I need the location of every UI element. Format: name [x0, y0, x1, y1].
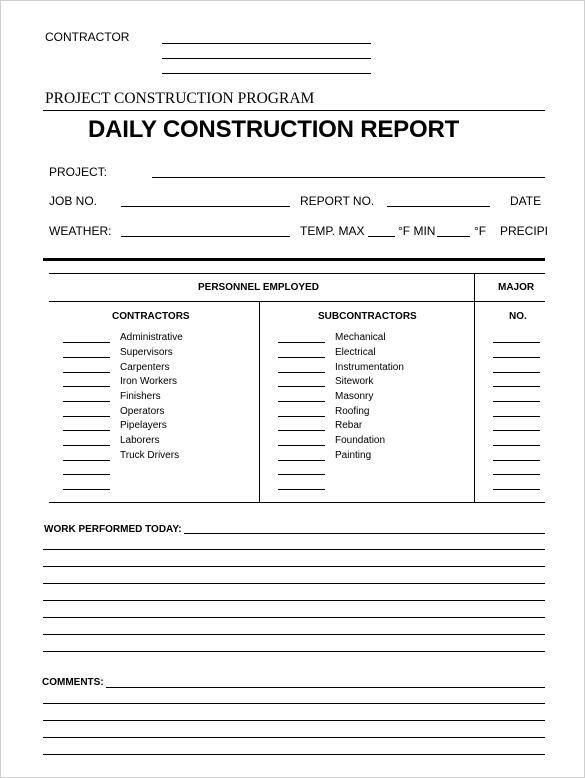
work-line[interactable]: [43, 617, 545, 618]
contractor-line-2[interactable]: [162, 58, 371, 59]
no-heading: NO.: [509, 311, 527, 322]
count-field[interactable]: [278, 342, 325, 343]
count-field[interactable]: [278, 401, 325, 402]
work-line[interactable]: [43, 549, 545, 550]
count-field[interactable]: [63, 489, 110, 490]
weather-field[interactable]: [121, 236, 290, 237]
comments-line[interactable]: [43, 737, 545, 738]
major-heading: MAJOR: [498, 282, 535, 293]
count-field[interactable]: [278, 489, 325, 490]
trade-supervisors: Supervisors: [120, 347, 173, 358]
trade-foundation: Foundation: [335, 435, 386, 446]
count-field[interactable]: [63, 357, 110, 358]
job-no-label: JOB NO.: [49, 194, 98, 208]
count-field[interactable]: [63, 342, 110, 343]
report-no-field[interactable]: [387, 206, 490, 207]
header-rule: [43, 110, 545, 111]
trade-roofing: Roofing: [335, 406, 370, 417]
count-field[interactable]: [278, 445, 325, 446]
program-name: PROJECT CONSTRUCTION PROGRAM: [45, 90, 315, 107]
report-no-label: REPORT NO.: [300, 194, 375, 208]
count-field[interactable]: [63, 474, 110, 475]
count-field[interactable]: [63, 445, 110, 446]
trade-truck-drivers: Truck Drivers: [120, 450, 180, 461]
work-line[interactable]: [43, 634, 545, 635]
personnel-heading: PERSONNEL EMPLOYED: [198, 282, 319, 293]
comments-line[interactable]: [106, 687, 545, 688]
work-line[interactable]: [43, 600, 545, 601]
count-field[interactable]: [278, 416, 325, 417]
table-header-line: [49, 301, 545, 302]
trade-finishers: Finishers: [120, 391, 161, 402]
comments-line[interactable]: [43, 754, 545, 755]
trade-laborers: Laborers: [120, 435, 160, 446]
work-line[interactable]: [43, 651, 545, 652]
count-field[interactable]: [63, 401, 110, 402]
table-divider-1: [259, 301, 260, 502]
contractor-line-1[interactable]: [162, 43, 371, 44]
job-no-field[interactable]: [121, 206, 290, 207]
table-top-rule: [43, 258, 545, 261]
contractor-label: CONTRACTOR: [45, 30, 130, 44]
contractor-line-3[interactable]: [162, 73, 371, 74]
count-field[interactable]: [493, 430, 540, 431]
temp-min-field[interactable]: [437, 236, 470, 237]
count-field[interactable]: [493, 489, 540, 490]
count-field[interactable]: [493, 342, 540, 343]
weather-label: WEATHER:: [49, 224, 112, 238]
count-field[interactable]: [63, 372, 110, 373]
trade-operators: Operators: [120, 406, 165, 417]
work-line[interactable]: [184, 533, 545, 534]
count-field[interactable]: [493, 460, 540, 461]
count-field[interactable]: [278, 386, 325, 387]
trade-mechanical: Mechanical: [335, 332, 386, 343]
table-divider-2: [474, 273, 475, 502]
count-field[interactable]: [278, 372, 325, 373]
precip-label: PRECIPI: [500, 224, 549, 238]
comments-label: COMMENTS:: [42, 677, 104, 688]
trade-instrumentation: Instrumentation: [335, 362, 404, 373]
count-field[interactable]: [493, 401, 540, 402]
f-min-label: °F MIN: [398, 224, 436, 238]
temp-max-field[interactable]: [368, 236, 395, 237]
count-field[interactable]: [278, 460, 325, 461]
count-field[interactable]: [493, 386, 540, 387]
contractors-heading: CONTRACTORS: [112, 311, 190, 322]
temp-max-label: TEMP. MAX: [300, 224, 365, 238]
count-field[interactable]: [278, 357, 325, 358]
count-field[interactable]: [493, 372, 540, 373]
comments-line[interactable]: [43, 720, 545, 721]
trade-sitework: Sitework: [335, 376, 374, 387]
trade-iron-workers: Iron Workers: [120, 376, 178, 387]
work-line[interactable]: [43, 583, 545, 584]
page-title: DAILY CONSTRUCTION REPORT: [88, 116, 460, 143]
trade-rebar: Rebar: [335, 420, 363, 431]
count-field[interactable]: [493, 474, 540, 475]
count-field[interactable]: [63, 460, 110, 461]
count-field[interactable]: [278, 430, 325, 431]
count-field[interactable]: [63, 430, 110, 431]
table-bottom-line: [49, 502, 545, 503]
comments-line[interactable]: [43, 703, 545, 704]
date-label: DATE: [510, 194, 542, 208]
work-performed-label: WORK PERFORMED TODAY:: [44, 524, 182, 535]
trade-pipelayers: Pipelayers: [120, 420, 167, 431]
count-field[interactable]: [63, 416, 110, 417]
trade-administrative: Administrative: [120, 332, 183, 343]
trade-masonry: Masonry: [335, 391, 374, 402]
trade-electrical: Electrical: [335, 347, 376, 358]
count-field[interactable]: [493, 416, 540, 417]
subcontractors-heading: SUBCONTRACTORS: [318, 311, 417, 322]
trade-carpenters: Carpenters: [120, 362, 170, 373]
table-top-line: [49, 273, 545, 274]
count-field[interactable]: [493, 445, 540, 446]
trade-painting: Painting: [335, 450, 372, 461]
project-field[interactable]: [152, 177, 545, 178]
count-field[interactable]: [493, 357, 540, 358]
count-field[interactable]: [278, 474, 325, 475]
project-label: PROJECT:: [49, 165, 108, 179]
f-unit-label: °F: [474, 224, 487, 238]
count-field[interactable]: [63, 386, 110, 387]
work-line[interactable]: [43, 566, 545, 567]
